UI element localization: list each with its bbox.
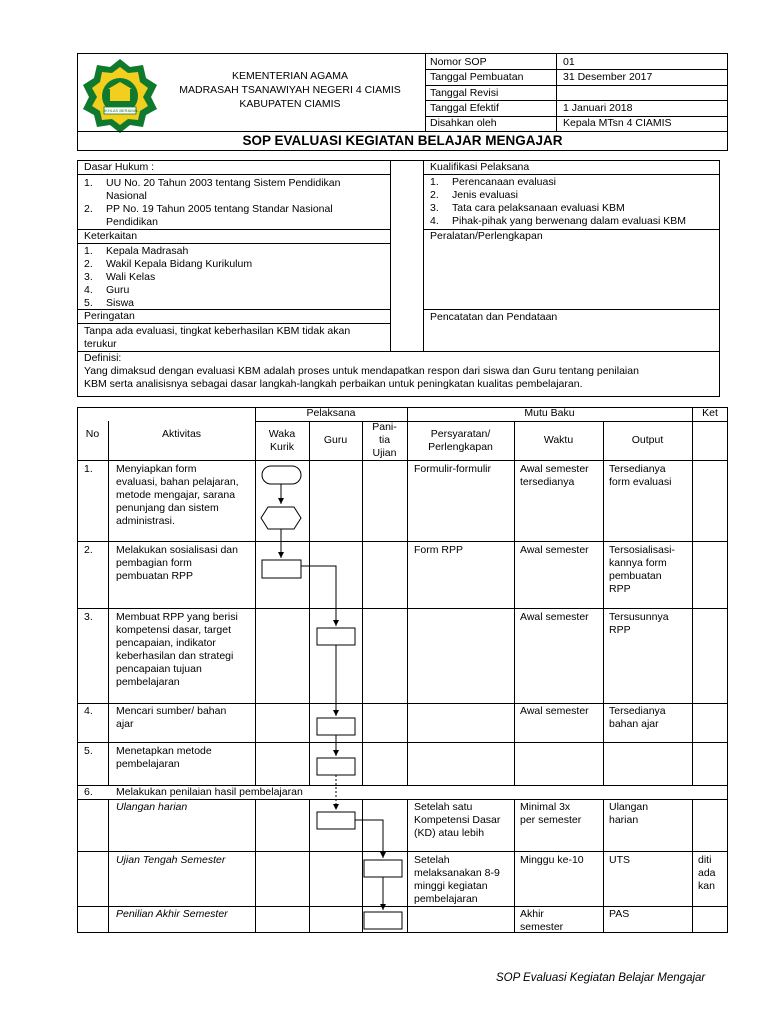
row-6a-persyaratan-3: (KD) atau lebih (414, 827, 485, 839)
keterkaitan-text-1: Kepala Madrasah (106, 245, 189, 257)
row-6a-output-2: harian (609, 814, 639, 826)
col-header-panitia-1: Pani- (372, 421, 397, 433)
row-4-no: 4. (84, 705, 93, 717)
logo-motto: IKHLAS BERAMAL (104, 108, 139, 113)
row-3-output-1: Tersusunnya (609, 611, 669, 623)
row-6c-output: PAS (609, 908, 630, 920)
info-block (77, 160, 720, 397)
col-header-panitia-3: Ujian (372, 447, 397, 459)
row-4-output-2: bahan ajar (609, 718, 659, 730)
peringatan-label: Peringatan (84, 310, 135, 322)
definisi-text-1: Yang dimaksud dengan evaluasi KBM adalah proses untuk mendapatkan respon dari siswa dan Guru tentang penilaian (84, 365, 639, 377)
keterkaitan-label: Keterkaitan (84, 230, 138, 242)
row-3-aktivitas-3: pencapaian, indikator (116, 637, 216, 649)
info-label-efektif: Tanggal Efektif (430, 102, 499, 114)
dasar-hukum-num-1: 1. (84, 177, 93, 189)
row-2-aktivitas-1: Melakukan sosialisasi dan (116, 544, 238, 556)
row-5-no: 5. (84, 745, 93, 757)
row-2-output-1: Tersosialisasi- (609, 544, 675, 556)
row-2-output-2: kannya form (609, 557, 667, 569)
row-1-waktu-1: Awal semester (520, 463, 589, 475)
row-1-aktivitas-3: metode mengajar, sarana (116, 489, 236, 501)
row-6b-ket-3: kan (698, 880, 715, 892)
info-value-disahkan: Kepala MTsn 4 CIAMIS (563, 117, 672, 129)
row-3-aktivitas-5: pencapaian tujuan (116, 663, 202, 675)
pencatatan-label: Pencatatan dan Pendataan (430, 311, 558, 323)
kemenag-logo (80, 57, 160, 133)
dasar-hukum-text-2b: Pendidikan (106, 216, 158, 228)
row-6b-persyaratan-1: Setelah (414, 854, 450, 866)
col-header-waka-1: Waka (268, 428, 296, 440)
row-4-aktivitas-2: ajar (116, 718, 134, 730)
dasar-hukum-text-2a: PP No. 19 Tahun 2005 tentang Standar Nasional (106, 203, 333, 215)
row-1-output-1: Tersedianya (609, 463, 666, 475)
row-3-aktivitas-4: keberhasilan dan strategi (116, 650, 234, 662)
row-6b-output: UTS (609, 854, 630, 866)
row-6b-aktivitas: Ujian Tengah Semester (116, 854, 226, 866)
keterkaitan-text-2: Wakil Kepala Bidang Kurikulum (106, 258, 253, 270)
row-6b-persyaratan-4: pembelajaran (414, 893, 478, 905)
col-header-guru: Guru (323, 434, 348, 446)
keterkaitan-num-5: 5. (84, 297, 93, 309)
kualifikasi-num-3: 3. (430, 202, 439, 214)
kualifikasi-text-1: Perencanaan evaluasi (452, 176, 556, 188)
keterkaitan-text-5: Siswa (106, 297, 135, 309)
col-header-output: Output (631, 434, 664, 446)
row-3-aktivitas-6: pembelajaran (116, 676, 180, 688)
col-header-no: No (85, 428, 100, 440)
keterkaitan-text-3: Wali Kelas (106, 271, 156, 283)
row-3-aktivitas-1: Membuat RPP yang berisi (116, 611, 238, 623)
row-3-aktivitas-2: kompetensi dasar, target (116, 624, 231, 636)
peringatan-text-2: terukur (84, 338, 117, 350)
row-6a-persyaratan-1: Setelah satu (414, 801, 473, 813)
page-footer: SOP Evaluasi Kegiatan Belajar Mengajar (496, 972, 706, 984)
row-5-aktivitas-1: Menetapkan metode (116, 745, 212, 757)
row-1-aktivitas-1: Menyiapkan form (116, 463, 197, 475)
row-6b-persyaratan-2: melaksanakan 8-9 (414, 867, 500, 879)
info-label-pembuatan: Tanggal Pembuatan (430, 71, 524, 83)
row-1-aktivitas-4: penunjang dan sistem (116, 502, 219, 514)
row-6c-waktu-1: Akhir (520, 908, 544, 920)
definisi-label: Definisi: (84, 352, 122, 364)
row-2-output-3: pembuatan (609, 570, 662, 582)
row-1-aktivitas-2: evaluasi, bahan pelajaran, (116, 476, 239, 488)
row-6a-aktivitas: Ulangan harian (116, 801, 188, 813)
kualifikasi-num-4: 4. (430, 215, 439, 227)
org-name-3: KABUPATEN CIAMIS (239, 98, 341, 110)
row-2-output-4: RPP (609, 583, 631, 595)
row-6b-ket-1: diti (698, 854, 712, 866)
keterkaitan-num-2: 2. (84, 258, 93, 270)
info-label-revisi: Tanggal Revisi (430, 87, 499, 99)
definisi-text-2: KBM serta analisisnya sebagai dasar langkah-langkah perbaikan untuk peningkatan kualitas pembelajaran. (84, 378, 583, 390)
row-3-waktu: Awal semester (520, 611, 589, 623)
keterkaitan-text-4: Guru (106, 284, 130, 296)
row-2-persyaratan: Form RPP (414, 544, 464, 556)
row-6a-waktu-1: Minimal 3x (520, 801, 571, 813)
kualifikasi-text-4: Pihak-pihak yang berwenang dalam evaluasi KBM (452, 215, 687, 227)
row-6a-output-1: Ulangan (609, 801, 649, 813)
col-header-waktu: Waktu (543, 434, 574, 446)
info-value-pembuatan: 31 Desember 2017 (563, 71, 653, 83)
row-3-no: 3. (84, 611, 93, 623)
dasar-hukum-text-1a: UU No. 20 Tahun 2003 tentang Sistem Pendidikan (106, 177, 341, 189)
info-value-efektif: 1 Januari 2018 (563, 102, 633, 114)
col-header-waka-2: Kurik (270, 441, 294, 453)
keterkaitan-num-1: 1. (84, 245, 93, 257)
row-1-waktu-2: tersedianya (520, 476, 575, 488)
kualifikasi-text-3: Tata cara pelaksanaan evaluasi KBM (452, 202, 625, 214)
dasar-hukum-label: Dasar Hukum : (84, 161, 155, 173)
keterkaitan-num-4: 4. (84, 284, 93, 296)
col-header-persyaratan-1: Persyaratan/ (430, 428, 491, 440)
row-6-aktivitas: Melakukan penilaian hasil pembelajaran (116, 786, 303, 798)
row-6c-waktu-2: semester (520, 921, 564, 933)
col-header-mutu-baku: Mutu Baku (524, 407, 575, 419)
info-label-disahkan: Disahkan oleh (430, 117, 497, 129)
row-2-no: 2. (84, 544, 93, 556)
row-5-aktivitas-2: pembelajaran (116, 758, 180, 770)
peringatan-text-1: Tanpa ada evaluasi, tingkat keberhasilan KBM tidak akan (84, 325, 351, 337)
row-1-no: 1. (84, 463, 93, 475)
row-6a-persyaratan-2: Kompetensi Dasar (414, 814, 501, 826)
row-4-waktu: Awal semester (520, 705, 589, 717)
info-label-nomor: Nomor SOP (430, 56, 487, 68)
col-header-persyaratan-2: Perlengkapan (428, 441, 493, 453)
dasar-hukum-num-2: 2. (84, 203, 93, 215)
row-6c-aktivitas: Penilian Akhir Semester (116, 908, 228, 920)
row-2-waktu: Awal semester (520, 544, 589, 556)
row-1-persyaratan: Formulir-formulir (414, 463, 491, 475)
row-4-aktivitas-1: Mencari sumber/ bahan (116, 705, 227, 717)
col-header-ket: Ket (702, 407, 718, 419)
row-6a-waktu-2: per semester (520, 814, 582, 826)
row-2-aktivitas-3: pembuatan RPP (116, 570, 194, 582)
kualifikasi-num-1: 1. (430, 176, 439, 188)
col-header-pelaksana: Pelaksana (306, 407, 356, 419)
kualifikasi-text-2: Jenis evaluasi (452, 189, 518, 201)
kualifikasi-label: Kualifikasi Pelaksana (430, 161, 530, 173)
row-3-output-2: RPP (609, 624, 631, 636)
row-1-output-2: form evaluasi (609, 476, 672, 488)
row-6-no: 6. (84, 786, 93, 798)
org-name-1: KEMENTERIAN AGAMA (231, 70, 349, 82)
row-6b-ket-2: ada (698, 867, 716, 879)
dasar-hukum-text-1b: Nasional (106, 190, 147, 202)
org-name-2: MADRASAH TSANAWIYAH NEGERI 4 CIAMIS (179, 84, 401, 96)
kualifikasi-num-2: 2. (430, 189, 439, 201)
keterkaitan-num-3: 3. (84, 271, 93, 283)
col-header-panitia-2: tia (378, 434, 391, 446)
row-6b-waktu: Minggu ke-10 (520, 854, 584, 866)
document-title: SOP EVALUASI KEGIATAN BELAJAR MENGAJAR (242, 133, 563, 148)
row-6b-persyaratan-3: minggi kegiatan (414, 880, 488, 892)
row-2-aktivitas-2: pembagian form (116, 557, 192, 569)
row-1-aktivitas-5: administrasi. (116, 515, 175, 527)
peralatan-label: Peralatan/Perlengkapan (430, 230, 543, 242)
row-4-output-1: Tersedianya (609, 705, 666, 717)
info-value-nomor: 01 (563, 56, 575, 68)
col-header-aktivitas: Aktivitas (161, 428, 202, 440)
